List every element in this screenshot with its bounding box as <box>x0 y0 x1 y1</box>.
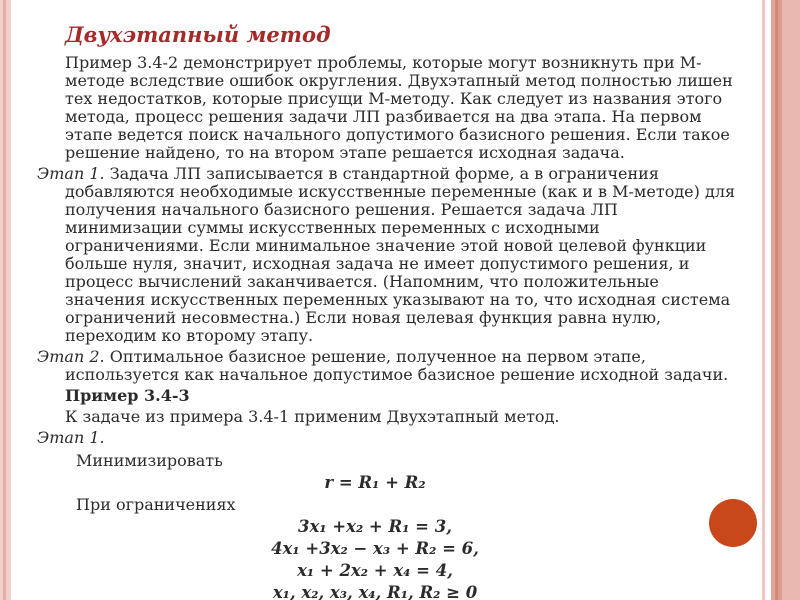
constraint-line-2: 4x₁ +3x₂ − x₃ + R₂ = 6, <box>271 539 479 558</box>
stage1-step-label: Этап 1. <box>37 428 105 447</box>
stage1-lead-label: Этап 1. <box>37 164 105 183</box>
slide-title: Двухэтапный метод <box>65 22 331 47</box>
objective-formula: r = R₁ + R₂ <box>324 473 426 492</box>
constraints-label: При ограничениях <box>76 495 236 514</box>
stage1-paragraph <box>37 165 737 345</box>
slide-content <box>37 22 737 600</box>
left-stripe-decoration <box>0 0 11 600</box>
constraint-line-4: x₁, x₂, x₃, x₄, R₁, R₂ ≥ 0 <box>272 583 478 600</box>
intro-paragraph: Пример 3.4-2 демонстрирует проблемы, которые могут возникнуть при М-методе вследствие ошибок округления. Двухэтапный метод полностью лишен тех недостатков, которые присущи М-методу. Как следует из названия этого метода, процесс решения задачи ЛП разбивается на два этапа. На первом этапе ведется поиск начального допустимого базисного решения. Если такое решение найдено, то на втором этапе решается исходная задача. <box>65 53 733 162</box>
stage1-paragraph-text: Задача ЛП записывается в стандартной форме, а в ограничения добавляются необходимые искусственные переменные (как и в М-методе) для получения начального базисного решения. Решается задача ЛП минимизации суммы искусственных переменных с исходными ограничениями. Если минимальное значение этой новой целевой функции больше нуля, значит, исходная задача не имеет допустимого решения, и процесс вычислений заканчивается. (Напомним, что положительные значения искусственных переменных указывают на то, что исходная система ограничений несовместна.) Если новая целевая функция равна нулю, переходим ко второму этапу. <box>65 164 736 345</box>
right-thin-stripe-decoration <box>762 0 765 600</box>
constraint-line-1: 3x₁ +x₂ + R₁ = 3, <box>298 517 452 536</box>
stage2-paragraph-text: Оптимальное базисное решение, полученное на первом этапе, используется как начальное допустимое базисное решение исходной задачи. <box>65 347 729 384</box>
stage2-paragraph <box>37 348 737 384</box>
minimize-label: Минимизировать <box>76 451 223 470</box>
stage2-lead-label: Этап 2. <box>37 347 105 366</box>
constraint-line-3: x₁ + 2x₂ + x₄ = 4, <box>297 561 453 580</box>
accent-circle-decoration <box>709 499 757 547</box>
example-intro: К задаче из примера 3.4-1 применим Двухэтапный метод. <box>65 407 560 426</box>
right-stripe-band-decoration <box>771 0 800 600</box>
constraints-block <box>37 516 737 600</box>
example-heading: Пример 3.4-3 <box>65 386 190 405</box>
